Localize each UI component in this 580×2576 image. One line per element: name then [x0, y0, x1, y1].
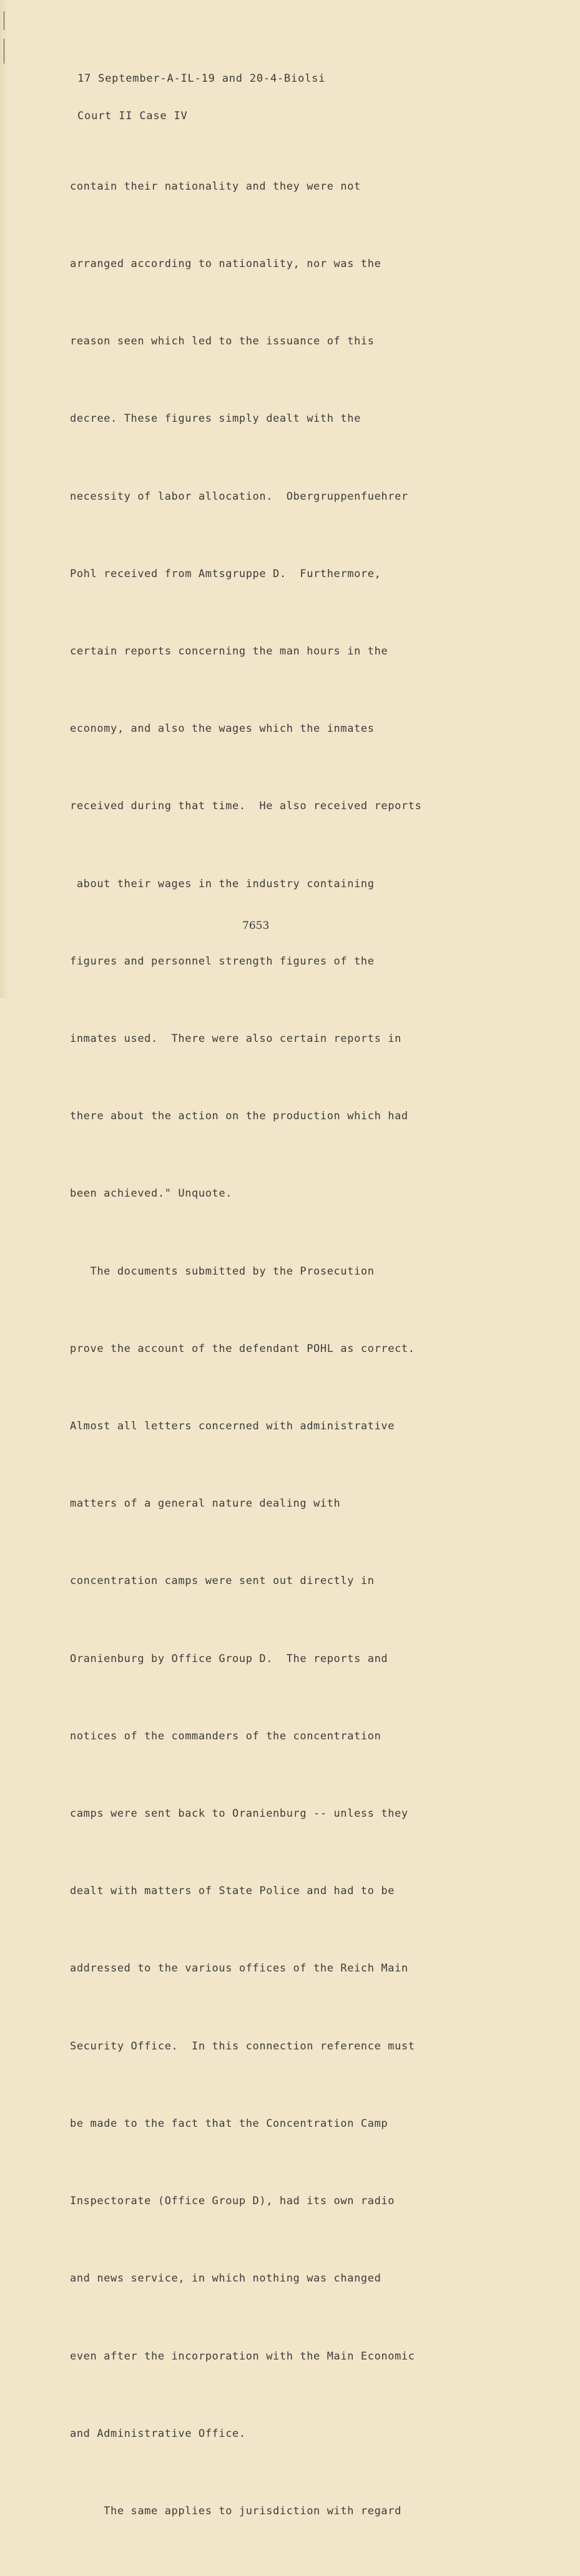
body-line: been achieved." Unquote. [70, 1187, 233, 1200]
body-line: Pohl received from Amtsgruppe D. Furthermore, [70, 567, 381, 580]
page-number: 7653 [242, 920, 270, 932]
header-date-line: 17 September-A-IL-19 and 20-4-Biolsi [77, 72, 326, 85]
body-line: Oranienburg by Office Group D. The reports and [70, 1652, 388, 1665]
body-line: notices of the commanders of the concentration [70, 1729, 381, 1742]
body-line: there about the action on the production which had [70, 1110, 408, 1123]
header-court-line: Court II Case IV [77, 110, 188, 122]
body-line: Security Office. In this connection reference must [70, 2039, 415, 2053]
body-line: camps were sent back to Oranienburg -- unless they [70, 1807, 408, 1820]
body-line: and Administrative Office. [70, 2427, 246, 2440]
body-line: and news service, in which nothing was changed [70, 2272, 381, 2285]
body-line: dealt with matters of State Police and had to be [70, 1885, 395, 1898]
body-line: addressed to the various offices of the Reich Main [70, 1962, 408, 1975]
body-line: decree. These figures simply dealt with the [70, 412, 361, 425]
body-line: prove the account of the defendant POHL as correct. [70, 1342, 415, 1355]
body-line: matters of a general nature dealing with [70, 1497, 341, 1510]
transcript-body [70, 122, 421, 2576]
body-line: received during that time. He also received reports [70, 800, 422, 813]
body-line: The documents submitted by the Prosecution [70, 1265, 375, 1278]
body-line: Inspectorate (Office Group D), had its own radio [70, 2195, 395, 2208]
body-line: be made to the fact that the Concentration Camp [70, 2117, 388, 2130]
body-line: reason seen which led to the issuance of this [70, 335, 375, 348]
body-line: concentration camps were sent out directly in [70, 1575, 375, 1588]
body-line: The same applies to jurisdiction with regard [70, 2504, 401, 2517]
body-line: economy, and also the wages which the inmates [70, 722, 375, 736]
page-left-edge [0, 0, 9, 998]
body-line: about their wages in the industry containing [70, 877, 375, 890]
body-line: contain their nationality and they were not [70, 180, 361, 193]
body-line: inmates used. There were also certain reports in [70, 1033, 401, 1046]
body-line: even after the incorporation with the Main Economic [70, 2350, 415, 2363]
body-line: figures and personnel strength figures of the [70, 955, 375, 968]
body-line: certain reports concerning the man hours in the [70, 645, 388, 658]
body-line: necessity of labor allocation. Obergruppenfuehrer [70, 490, 408, 503]
body-line: Almost all letters concerned with administrative [70, 1420, 395, 1433]
body-line: arranged according to nationality, nor was the [70, 258, 381, 271]
